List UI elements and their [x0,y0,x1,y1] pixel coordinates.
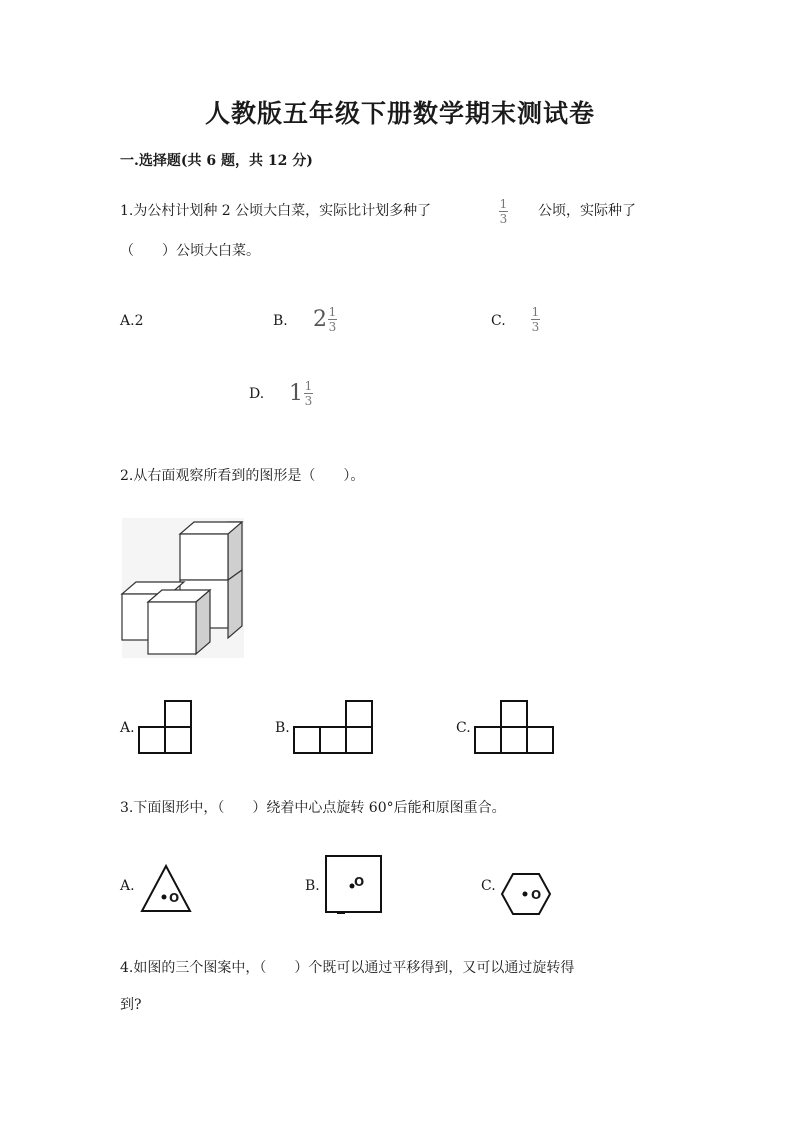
q1-line2: （ ）公顷大白菜。 [120,243,260,259]
q3-option-a-center-label: O [169,891,180,905]
q1-option-b-den: 3 [328,320,337,334]
q2-option-a-figure [138,700,194,754]
q1-option-d-whole: 1 [289,381,303,406]
q1-option-b-num: 1 [328,305,337,319]
q1-option-b-whole: 2 [313,307,327,332]
q3-text: 3.下面图形中，（ ）绕着中心点旋转 60°后能和原图重合。 [120,800,506,816]
q1-line1-before: 1.为公村计划种 2 公顷大白菜，实际比计划多种了 [120,203,432,219]
q3-option-c-hexagon [501,872,551,916]
q2-option-b-figure [293,700,375,754]
q3-option-a-label[interactable]: A. [120,878,135,894]
q1-option-c-label[interactable]: C. [491,313,506,329]
q1-option-a-label: A. [120,313,135,329]
q1-option-b-value [313,306,337,333]
q3-option-b-center-label: O [354,875,365,889]
q2-text: 2.从右面观察所看到的图形是（ ）。 [120,468,365,484]
q3-option-c-center-label: O [531,888,542,902]
q1-option-b-label[interactable]: B. [273,313,288,329]
q3-option-c-label[interactable]: C. [481,878,496,894]
q1-fraction-den: 3 [499,212,508,226]
q1-option-c-value [531,306,540,333]
q1-option-d-num: 1 [304,379,313,393]
q1-option-c-num: 1 [531,305,540,319]
q1-fraction-num: 1 [499,197,508,211]
q1-option-c-den: 3 [531,320,540,334]
q2-option-c-figure [474,700,556,754]
q1-option-a-text: 2 [134,313,144,329]
q1-option-d-value [289,380,313,407]
q2-option-c-label[interactable]: C. [456,720,471,736]
q2-cube-figure [122,518,244,658]
q2-option-a-label[interactable]: A. [120,720,135,736]
q3-option-a-triangle [140,864,192,914]
q1-option-a[interactable] [120,313,143,329]
q1-option-d-den: 3 [304,394,313,408]
q2-option-b-label[interactable]: B. [275,720,290,736]
q4-line2: 到? [120,997,142,1013]
section-heading: 一.选择题(共 6 题，共 12 分) [120,153,313,169]
q1-option-d-label[interactable]: D. [249,386,265,402]
q1-line1-after: 公顷，实际种了 [538,203,636,219]
page-title: 人教版五年级下册数学期末测试卷 [204,99,595,128]
q4-line1: 4.如图的三个图案中，（ ）个既可以通过平移得到，又可以通过旋转得 [120,960,575,976]
q3-option-b-label[interactable]: B. [305,878,320,894]
q1-fraction [499,198,508,225]
